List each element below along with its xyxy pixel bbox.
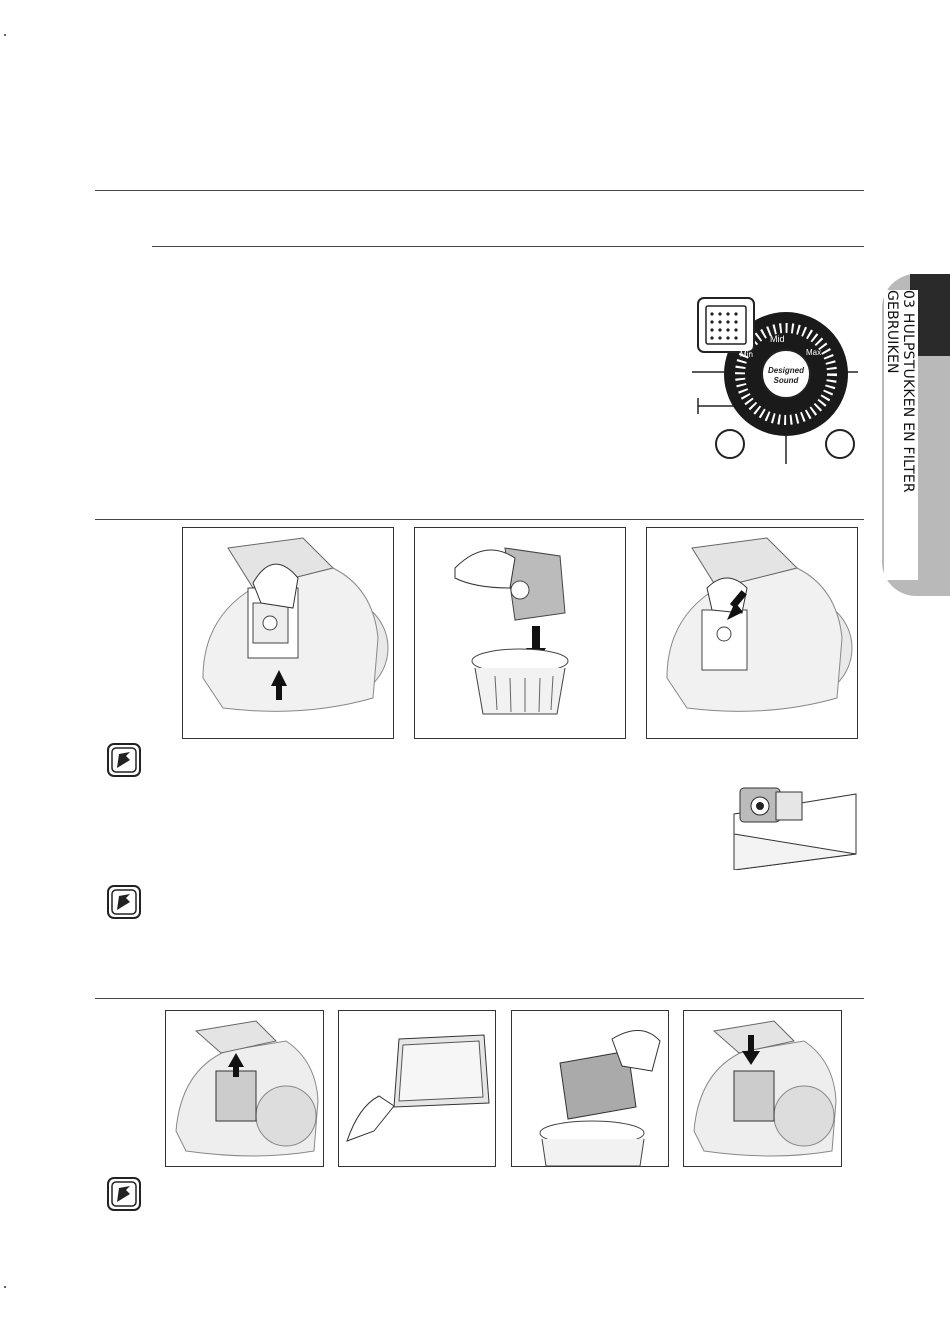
dial-max-label: Max — [806, 348, 822, 357]
dial-brand-line1: Designed — [767, 366, 804, 375]
note-icon — [106, 742, 142, 778]
filter-step-4-image — [683, 1010, 842, 1167]
filter-step-3-image — [511, 1010, 669, 1167]
dust-indicator-dial — [690, 294, 860, 466]
section-rule-filter — [95, 998, 864, 999]
side-tab-label: 03 HULPSTUKKEN EN FILTER GEBRUIKEN — [884, 290, 918, 580]
power-icon — [724, 438, 736, 450]
section-rule-bag — [95, 519, 864, 520]
dial-brand-line2: Sound — [773, 376, 799, 385]
note-icon — [106, 884, 142, 920]
bag-step-2-image — [414, 527, 626, 739]
dial-min-label: Min — [740, 350, 753, 359]
bag-holder-image — [726, 774, 858, 870]
corner-mark — [4, 34, 6, 36]
chapter-side-tab — [870, 274, 950, 596]
filter-step-1-image — [165, 1010, 324, 1167]
dial-mid-label: Mid — [770, 334, 785, 344]
sub-rule — [152, 246, 864, 247]
bag-step-3-image — [646, 527, 858, 739]
note-icon — [106, 1176, 142, 1212]
corner-mark — [4, 1286, 6, 1288]
bag-step-1-image — [182, 527, 394, 739]
filter-step-2-image — [338, 1010, 496, 1167]
cord-rewind-icon — [834, 438, 846, 450]
top-rule — [95, 190, 864, 191]
